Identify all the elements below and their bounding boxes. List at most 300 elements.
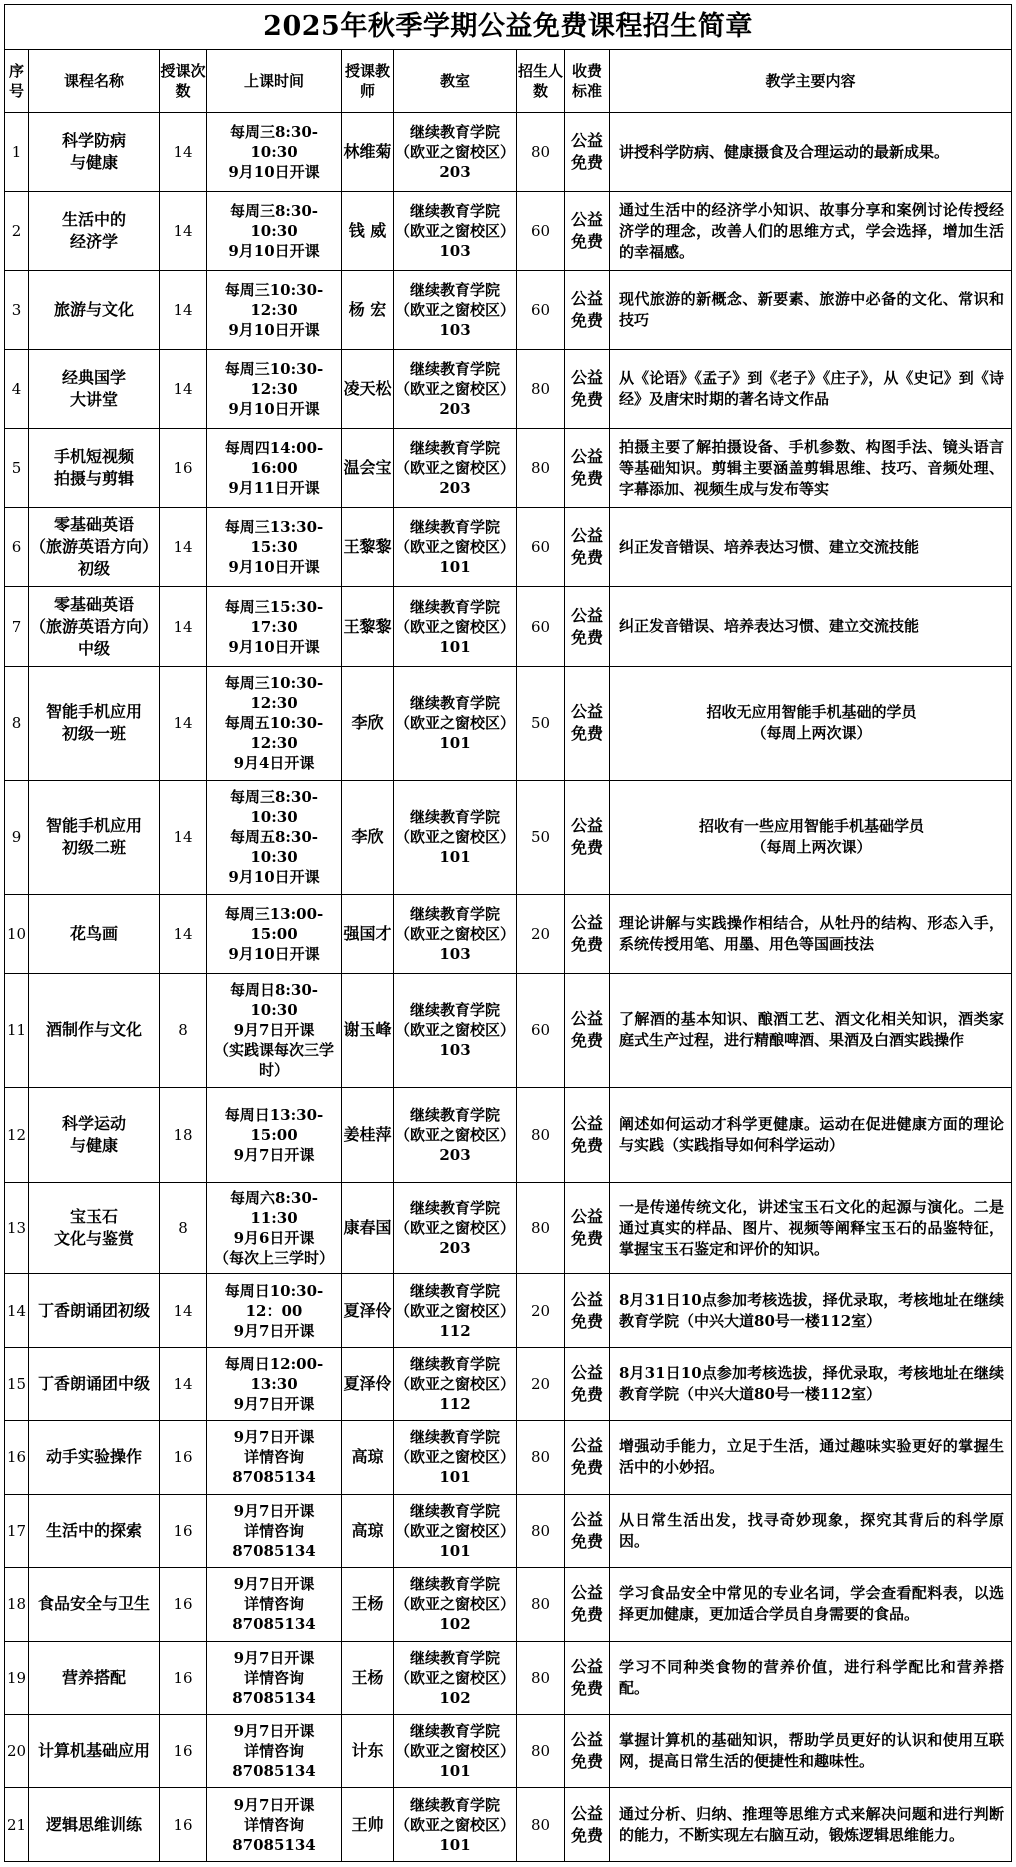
- cell-course-name: [29, 1494, 160, 1567]
- cell-teacher: [342, 508, 394, 587]
- cell-content: [610, 350, 1012, 429]
- cell-enrollment: [517, 1347, 565, 1420]
- cell-classroom-text: 继续教育学院 （欧亚之窗校区） 101: [394, 808, 515, 867]
- cell-fee: [565, 1788, 610, 1862]
- cell-classroom: [394, 587, 517, 666]
- cell-time: [207, 1087, 342, 1182]
- cell-teacher-text: 凌天松: [343, 379, 392, 399]
- cell-enrollment: [517, 1568, 565, 1641]
- cell-no: [5, 894, 29, 973]
- cell-sessions: [160, 113, 207, 192]
- cell-enrollment-text: 60: [530, 222, 551, 241]
- cell-classroom: [394, 192, 517, 271]
- cell-content: [610, 1182, 1012, 1274]
- cell-content-text: 招收有一些应用智能手机基础学员 （每周上两次课）: [699, 817, 925, 857]
- cell-course-name-text: 旅游与文化: [53, 300, 134, 320]
- cell-course-name-text: 智能手机应用 初级一班: [45, 702, 142, 744]
- cell-classroom: [394, 1421, 517, 1494]
- course-table: [4, 4, 1012, 1862]
- cell-teacher: [342, 1182, 394, 1274]
- cell-content-text: 通过分析、归纳、推理等思维方式来解决问题和进行判断的能力，不断实现左右脑互动，锻炼逻辑思维能力。: [619, 1804, 1005, 1844]
- cell-classroom-text: 继续教育学院 （欧亚之窗校区） 103: [394, 202, 515, 261]
- cell-content: [610, 192, 1012, 271]
- cell-no: [5, 192, 29, 271]
- cell-teacher: [342, 894, 394, 973]
- cell-content-text: 阐述如何运动才科学更健康。运动在促进健康方面的理论与实践（实践指导如何科学运动）: [619, 1114, 1005, 1154]
- cell-time-text: 9月7日开课 详情咨询87085134: [232, 1428, 316, 1487]
- table-row: [5, 1715, 1012, 1788]
- cell-enrollment: [517, 666, 565, 780]
- cell-time-text: 9月7日开课 详情咨询87085134: [232, 1501, 316, 1560]
- cell-course-name-text: 花鸟画: [69, 923, 118, 943]
- cell-fee: [565, 1421, 610, 1494]
- cell-sessions: [160, 587, 207, 666]
- cell-teacher: [342, 666, 394, 780]
- cell-time-text: 9月7日开课 详情咨询87085134: [232, 1722, 316, 1781]
- cell-sessions-text: 14: [173, 380, 193, 399]
- header-enrollment: 招生人数: [517, 50, 565, 113]
- cell-sessions: [160, 271, 207, 350]
- cell-enrollment: [517, 780, 565, 894]
- cell-teacher: [342, 271, 394, 350]
- cell-course-name: [29, 350, 160, 429]
- cell-no: [5, 1274, 29, 1347]
- cell-time-text: 每周四14:00-16:00 9月11日开课: [224, 439, 324, 498]
- cell-enrollment-text: 80: [530, 1219, 551, 1238]
- cell-no-text: 2: [11, 222, 22, 241]
- cell-enrollment: [517, 508, 565, 587]
- cell-teacher-text: 夏泽伶: [343, 1300, 392, 1320]
- cell-time-text: 每周日10:30-12：00 9月7日开课: [224, 1281, 324, 1340]
- cell-time-text: 每周三10:30-12:30 9月10日开课: [224, 360, 324, 419]
- cell-content: [610, 429, 1012, 508]
- table-row: [5, 1274, 1012, 1347]
- cell-course-name: [29, 1641, 160, 1714]
- cell-teacher-text: 王杨: [351, 1667, 384, 1687]
- cell-no: [5, 1347, 29, 1420]
- cell-fee: [565, 1182, 610, 1274]
- cell-classroom-text: 继续教育学院 （欧亚之窗校区） 203: [394, 360, 515, 419]
- table-row: [5, 666, 1012, 780]
- cell-teacher: [342, 587, 394, 666]
- cell-enrollment-text: 80: [530, 1742, 551, 1761]
- header-sessions: 授课次数: [160, 50, 207, 113]
- cell-course-name: [29, 508, 160, 587]
- cell-enrollment-text: 80: [530, 1668, 551, 1687]
- cell-enrollment: [517, 1421, 565, 1494]
- cell-fee: [565, 973, 610, 1087]
- cell-classroom: [394, 271, 517, 350]
- table-row: [5, 508, 1012, 587]
- cell-classroom: [394, 666, 517, 780]
- cell-sessions: [160, 1494, 207, 1567]
- cell-time: [207, 1182, 342, 1274]
- cell-time-text: 9月7日开课 详情咨询87085134: [232, 1575, 316, 1634]
- cell-course-name-text: 智能手机应用 初级二班: [45, 816, 142, 858]
- cell-no: [5, 350, 29, 429]
- cell-course-name: [29, 192, 160, 271]
- cell-time: [207, 1641, 342, 1714]
- cell-sessions: [160, 1182, 207, 1274]
- cell-sessions: [160, 780, 207, 894]
- cell-no: [5, 1788, 29, 1862]
- cell-teacher-text: 夏泽伶: [343, 1374, 392, 1394]
- cell-no-text: 18: [6, 1595, 27, 1614]
- cell-fee-text: 公益 免费: [570, 368, 603, 410]
- cell-fee: [565, 587, 610, 666]
- cell-content-text: 理论讲解与实践操作相结合，从牡丹的结构、形态入手，系统传授用笔、用墨、用色等国画技法: [619, 913, 1005, 953]
- cell-sessions: [160, 1421, 207, 1494]
- header-time: 上课时间: [207, 50, 342, 113]
- cell-sessions: [160, 973, 207, 1087]
- cell-fee-text: 公益 免费: [570, 1009, 603, 1051]
- cell-fee-text: 公益 免费: [570, 447, 603, 489]
- cell-content-text: 掌握计算机的基础知识，帮助学员更好的认识和使用互联网，提高日常生活的便捷性和趣味性。: [619, 1731, 1005, 1771]
- cell-sessions: [160, 1715, 207, 1788]
- cell-enrollment-text: 60: [530, 301, 551, 320]
- cell-enrollment: [517, 1182, 565, 1274]
- cell-time-text: 每周六8:30-11:30 9月6日开课 （每次上三学时）: [213, 1189, 334, 1268]
- cell-classroom: [394, 894, 517, 973]
- cell-enrollment: [517, 113, 565, 192]
- cell-teacher: [342, 1568, 394, 1641]
- cell-no: [5, 1641, 29, 1714]
- cell-sessions: [160, 1087, 207, 1182]
- cell-fee-text: 公益 免费: [570, 1509, 603, 1551]
- cell-enrollment: [517, 1087, 565, 1182]
- cell-no: [5, 271, 29, 350]
- cell-no-text: 3: [11, 301, 22, 320]
- table-row: [5, 1568, 1012, 1641]
- cell-course-name: [29, 973, 160, 1087]
- cell-sessions: [160, 1347, 207, 1420]
- cell-course-name-text: 宝玉石 文化与鉴赏: [53, 1207, 134, 1249]
- cell-teacher: [342, 429, 394, 508]
- cell-enrollment-text: 80: [530, 143, 551, 162]
- cell-fee-text: 公益 免费: [570, 605, 603, 647]
- cell-no-text: 6: [11, 538, 22, 557]
- cell-content: [610, 1788, 1012, 1862]
- table-row: [5, 350, 1012, 429]
- header-classroom: 教室: [394, 50, 517, 113]
- cell-course-name-text: 食品安全与卫生: [37, 1594, 150, 1614]
- table-row: [5, 1347, 1012, 1420]
- cell-sessions-text: 8: [178, 1021, 188, 1040]
- cell-course-name: [29, 1087, 160, 1182]
- cell-no-text: 7: [11, 617, 22, 636]
- cell-course-name: [29, 1715, 160, 1788]
- cell-enrollment-text: 20: [530, 1375, 551, 1394]
- cell-no: [5, 780, 29, 894]
- cell-classroom: [394, 429, 517, 508]
- cell-time: [207, 429, 342, 508]
- cell-fee-text: 公益 免费: [570, 702, 603, 744]
- cell-time-text: 每周日13:30-15:00 9月7日开课: [224, 1105, 324, 1164]
- cell-teacher-text: 杨 宏: [348, 300, 387, 320]
- cell-classroom: [394, 1641, 517, 1714]
- cell-classroom: [394, 1715, 517, 1788]
- cell-fee-text: 公益 免费: [570, 131, 603, 173]
- cell-no: [5, 113, 29, 192]
- cell-sessions: [160, 429, 207, 508]
- cell-teacher: [342, 192, 394, 271]
- cell-teacher-text: 王帅: [351, 1814, 384, 1834]
- cell-course-name-text: 科学运动 与健康: [61, 1113, 126, 1155]
- table-row: [5, 1641, 1012, 1714]
- cell-course-name-text: 科学防病 与健康: [61, 131, 126, 173]
- cell-teacher-text: 王黎黎: [343, 537, 392, 557]
- cell-classroom-text: 继续教育学院 （欧亚之窗校区） 101: [394, 1428, 515, 1487]
- cell-content-text: 从《论语》《孟子》到《老子》《庄子》，从《史记》到《诗经》及唐宋时期的著名诗文作品: [619, 369, 1005, 409]
- cell-classroom: [394, 973, 517, 1087]
- cell-fee: [565, 350, 610, 429]
- cell-teacher-text: 高琼: [351, 1447, 384, 1467]
- cell-no-text: 10: [6, 924, 27, 943]
- cell-content: [610, 666, 1012, 780]
- cell-course-name: [29, 1421, 160, 1494]
- cell-content-text: 现代旅游的新概念、新要素、旅游中必备的文化、常识和技巧: [619, 290, 1005, 330]
- cell-sessions-text: 16: [173, 1521, 193, 1540]
- cell-sessions: [160, 192, 207, 271]
- cell-classroom: [394, 1568, 517, 1641]
- cell-no: [5, 508, 29, 587]
- cell-time: [207, 1788, 342, 1862]
- cell-no: [5, 1715, 29, 1788]
- cell-content-text: 8月31日10点参加考核选拔，择优录取，考核地址在继续教育学院（中兴大道80号一楼112室）: [619, 1290, 1005, 1330]
- cell-classroom-text: 继续教育学院 （欧亚之窗校区） 101: [394, 1795, 515, 1854]
- cell-course-name: [29, 1182, 160, 1274]
- cell-classroom: [394, 113, 517, 192]
- cell-time: [207, 1421, 342, 1494]
- cell-no: [5, 666, 29, 780]
- cell-enrollment-text: 60: [530, 1021, 551, 1040]
- cell-time: [207, 192, 342, 271]
- cell-no: [5, 1087, 29, 1182]
- cell-no-text: 5: [11, 459, 22, 478]
- cell-sessions-text: 18: [173, 1125, 193, 1144]
- cell-teacher-text: 温会宝: [343, 458, 392, 478]
- cell-time-text: 每周三10:30-12:30 每周五10:30-12:30 9月4日开课: [224, 674, 324, 773]
- table-row: [5, 780, 1012, 894]
- cell-time-text: 每周三8:30-10:30 9月10日开课: [228, 202, 320, 261]
- cell-fee-text: 公益 免费: [570, 816, 603, 858]
- cell-time-text: 每周三10:30-12:30 9月10日开课: [224, 281, 324, 340]
- cell-time-text: 每周三8:30-10:30 每周五8:30-10:30 9月10日开课: [228, 788, 320, 887]
- cell-sessions: [160, 1568, 207, 1641]
- cell-fee: [565, 1641, 610, 1714]
- cell-classroom-text: 继续教育学院 （欧亚之窗校区） 102: [394, 1648, 515, 1707]
- cell-fee-text: 公益 免费: [570, 1656, 603, 1698]
- cell-sessions: [160, 350, 207, 429]
- table-row: [5, 271, 1012, 350]
- cell-course-name: [29, 271, 160, 350]
- cell-teacher: [342, 1087, 394, 1182]
- cell-sessions-text: 14: [173, 617, 193, 636]
- cell-teacher-text: 钱 威: [348, 221, 387, 241]
- cell-content: [610, 113, 1012, 192]
- cell-sessions-text: 14: [173, 714, 193, 733]
- cell-classroom: [394, 1274, 517, 1347]
- cell-fee: [565, 1568, 610, 1641]
- cell-content: [610, 1568, 1012, 1641]
- cell-teacher: [342, 1421, 394, 1494]
- cell-fee: [565, 192, 610, 271]
- cell-sessions-text: 16: [173, 1742, 193, 1761]
- cell-course-name-text: 逻辑思维训练: [45, 1814, 142, 1834]
- cell-course-name-text: 酒制作与文化: [45, 1020, 142, 1040]
- cell-time: [207, 271, 342, 350]
- cell-sessions-text: 14: [173, 538, 193, 557]
- cell-teacher: [342, 1715, 394, 1788]
- cell-no-text: 1: [11, 143, 22, 162]
- cell-course-name-text: 手机短视频 拍摄与剪辑: [53, 447, 134, 489]
- cell-course-name: [29, 1274, 160, 1347]
- cell-course-name-text: 生活中的探索: [45, 1520, 142, 1540]
- cell-sessions: [160, 1788, 207, 1862]
- cell-enrollment-text: 20: [530, 924, 551, 943]
- cell-no: [5, 1568, 29, 1641]
- cell-sessions-text: 14: [173, 1301, 193, 1320]
- cell-classroom-text: 继续教育学院 （欧亚之窗校区） 203: [394, 123, 515, 182]
- table-row: [5, 429, 1012, 508]
- cell-no: [5, 973, 29, 1087]
- cell-content-text: 招收无应用智能手机基础的学员 （每周上两次课）: [706, 703, 917, 743]
- cell-content-text: 8月31日10点参加考核选拔，择优录取，考核地址在继续教育学院（中兴大道80号一楼112室）: [619, 1364, 1005, 1404]
- cell-enrollment: [517, 973, 565, 1087]
- cell-course-name-text: 丁香朗诵团初级: [37, 1300, 150, 1320]
- cell-fee-text: 公益 免费: [570, 1289, 603, 1331]
- cell-fee-text: 公益 免费: [570, 912, 603, 954]
- cell-course-name: [29, 587, 160, 666]
- cell-classroom: [394, 780, 517, 894]
- cell-time: [207, 1568, 342, 1641]
- cell-enrollment-text: 60: [530, 617, 551, 636]
- cell-no: [5, 587, 29, 666]
- cell-time-text: 每周三15:30-17:30 9月10日开课: [224, 597, 324, 656]
- cell-time-text: 每周三13:30-15:30 9月10日开课: [224, 518, 324, 577]
- cell-classroom-text: 继续教育学院 （欧亚之窗校区） 203: [394, 1199, 515, 1258]
- cell-sessions-text: 16: [173, 1668, 193, 1687]
- cell-content-text: 从日常生活出发，找寻奇妙现象，探究其背后的科学原因。: [619, 1510, 1005, 1550]
- cell-fee: [565, 1347, 610, 1420]
- cell-enrollment-text: 80: [530, 1815, 551, 1834]
- cell-course-name: [29, 113, 160, 192]
- cell-classroom-text: 继续教育学院 （欧亚之窗校区） 102: [394, 1575, 515, 1634]
- cell-course-name-text: 零基础英语 （旅游英语方向） 中级: [29, 594, 158, 658]
- cell-fee: [565, 113, 610, 192]
- cell-enrollment-text: 80: [530, 1125, 551, 1144]
- cell-teacher-text: 康春国: [343, 1218, 392, 1238]
- cell-teacher: [342, 1274, 394, 1347]
- cell-fee-text: 公益 免费: [570, 1113, 603, 1155]
- cell-teacher: [342, 113, 394, 192]
- cell-sessions: [160, 1274, 207, 1347]
- table-row: [5, 192, 1012, 271]
- cell-content-text: 增强动手能力，立足于生活，通过趣味实验更好的掌握生活中的小妙招。: [619, 1437, 1005, 1477]
- cell-classroom: [394, 1182, 517, 1274]
- cell-time-text: 9月7日开课 详情咨询87085134: [232, 1795, 316, 1854]
- cell-classroom-text: 继续教育学院 （欧亚之窗校区） 101: [394, 518, 515, 577]
- header-teacher: 授课教师: [342, 50, 394, 113]
- cell-content: [610, 1347, 1012, 1420]
- cell-enrollment: [517, 1715, 565, 1788]
- cell-course-name-text: 营养搭配: [61, 1667, 126, 1687]
- cell-teacher: [342, 1347, 394, 1420]
- cell-sessions-text: 14: [173, 1375, 193, 1394]
- cell-teacher: [342, 780, 394, 894]
- cell-classroom-text: 继续教育学院 （欧亚之窗校区） 112: [394, 1281, 515, 1340]
- cell-fee-text: 公益 免费: [570, 210, 603, 252]
- cell-content: [610, 780, 1012, 894]
- cell-content: [610, 271, 1012, 350]
- table-row: [5, 1087, 1012, 1182]
- cell-teacher: [342, 1494, 394, 1567]
- cell-classroom-text: 继续教育学院 （欧亚之窗校区） 101: [394, 1501, 515, 1560]
- cell-sessions: [160, 666, 207, 780]
- table-row: [5, 587, 1012, 666]
- cell-course-name: [29, 666, 160, 780]
- cell-fee-text: 公益 免费: [570, 526, 603, 568]
- cell-fee: [565, 271, 610, 350]
- cell-sessions-text: 14: [173, 301, 193, 320]
- cell-fee-text: 公益 免费: [570, 1207, 603, 1249]
- cell-enrollment: [517, 1494, 565, 1567]
- cell-teacher-text: 姜桂萍: [343, 1124, 392, 1144]
- cell-classroom-text: 继续教育学院 （欧亚之窗校区） 103: [394, 904, 515, 963]
- cell-teacher: [342, 1788, 394, 1862]
- cell-content-text: 拍摄主要了解拍摄设备、手机参数、构图手法、镜头语言等基础知识。剪辑主要涵盖剪辑思维、技巧、音频处理、字幕添加、视频生成与发布等实: [619, 437, 1005, 498]
- cell-no-text: 12: [6, 1125, 27, 1144]
- cell-course-name: [29, 1347, 160, 1420]
- cell-classroom-text: 继续教育学院 （欧亚之窗校区） 203: [394, 1105, 515, 1164]
- cell-time: [207, 973, 342, 1087]
- cell-enrollment-text: 80: [530, 1448, 551, 1467]
- cell-fee-text: 公益 免费: [570, 1363, 603, 1405]
- cell-course-name-text: 计算机基础应用: [37, 1741, 150, 1761]
- cell-sessions-text: 8: [178, 1219, 188, 1238]
- cell-classroom: [394, 350, 517, 429]
- cell-enrollment-text: 20: [530, 1301, 551, 1320]
- cell-course-name: [29, 1568, 160, 1641]
- cell-content: [610, 1274, 1012, 1347]
- cell-enrollment-text: 80: [530, 459, 551, 478]
- cell-fee: [565, 894, 610, 973]
- cell-fee: [565, 1494, 610, 1567]
- cell-time-text: 每周三8:30-10:30 9月10日开课: [228, 123, 320, 182]
- cell-fee-text: 公益 免费: [570, 1583, 603, 1625]
- cell-fee: [565, 666, 610, 780]
- cell-classroom: [394, 1494, 517, 1567]
- cell-content-text: 通过生活中的经济学小知识、故事分享和案例讨论传授经济学的理念，改善人们的思维方式，学会选择，增加生活的幸福感。: [619, 200, 1005, 261]
- cell-teacher: [342, 1641, 394, 1714]
- cell-no-text: 8: [11, 714, 22, 733]
- cell-course-name-text: 生活中的 经济学: [61, 210, 126, 252]
- cell-course-name: [29, 429, 160, 508]
- cell-enrollment-text: 80: [530, 380, 551, 399]
- cell-sessions-text: 14: [173, 222, 193, 241]
- cell-time: [207, 780, 342, 894]
- table-row: [5, 1788, 1012, 1862]
- page-title: 2025年秋季学期公益免费课程招生简章: [5, 5, 1012, 50]
- cell-enrollment-text: 50: [530, 828, 551, 847]
- cell-no-text: 14: [6, 1301, 27, 1320]
- header-content: 教学主要内容: [610, 50, 1012, 113]
- cell-classroom-text: 继续教育学院 （欧亚之窗校区） 101: [394, 1722, 515, 1781]
- cell-fee-text: 公益 免费: [570, 289, 603, 331]
- cell-teacher-text: 王杨: [351, 1594, 384, 1614]
- cell-time: [207, 1347, 342, 1420]
- cell-no: [5, 1182, 29, 1274]
